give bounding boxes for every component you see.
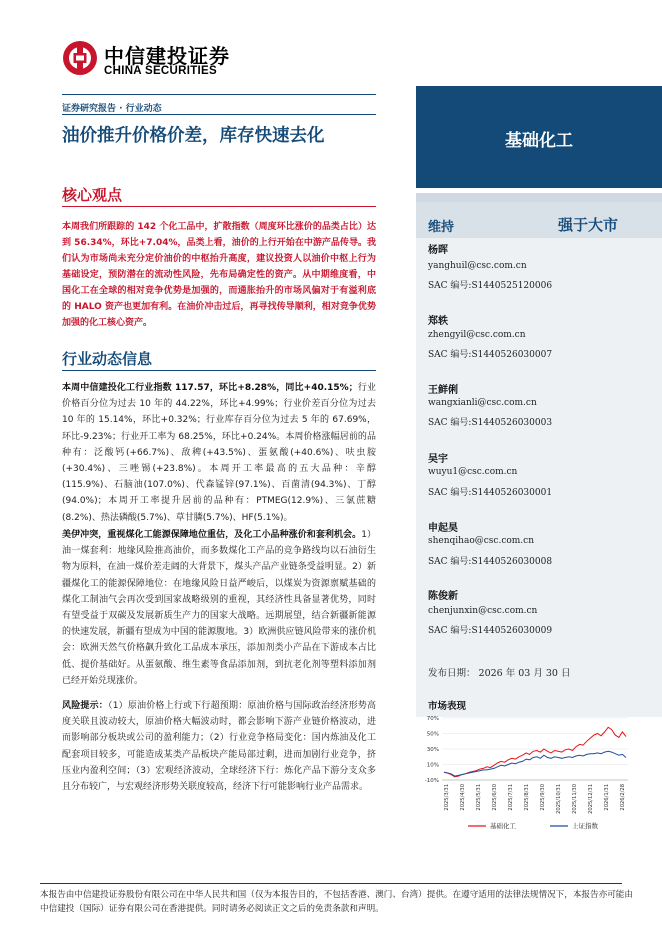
header-divider (62, 94, 376, 95)
analyst-name: 杨晖 (428, 245, 448, 256)
x-tick-label: 2025/3/31 (444, 784, 450, 811)
y-tick-label: 70% (426, 716, 439, 722)
analyst-email[interactable]: zhengyil@csc.com.cn (428, 330, 526, 340)
analyst-email[interactable]: wangxianli@csc.com.cn (428, 398, 537, 408)
brand-name-cn: 中信建投证券 (104, 44, 230, 68)
core-view-rule (62, 206, 376, 207)
analyst-email[interactable]: chenjunxin@csc.com.cn (428, 606, 538, 616)
analyst-name: 申起昊 (428, 523, 458, 534)
industry-rule (62, 370, 376, 371)
brand-name-en: CHINA SECURITIES (104, 65, 217, 77)
conflict-text: 1）油一煤套利：地缘风险推高油价，而多数煤化工产品的竞争路线均以石油衍生物为原料，在油一煤价差走阔的大背景下，煤头产品产业链条受益明显。2）新疆煤化工的能源保障地位：在地缘风险日益严峻后，以煤炭为资源禀赋基础的煤化工制油气会再次受到国家战略级别的重视，其经济性具备显著优势，同时有望受益于双碳及发展新质生产力的国家大战略。远期展望，结合新疆新能源的快速发展，新疆有望成为中国的能源腹地。3）欧洲供应链风险带来的涨价机会：欧洲天然气价格飙升致化工品成本承压，添加剂类小产品在下游成本占比低、提价基础好。从蛋氨酸、维生素等食品添加剂，到抗老化剂等塑料添加剂已经开始兑现涨价。 (62, 530, 376, 686)
analyst-name: 吴宇 (428, 454, 448, 465)
market-performance-chart (420, 712, 652, 836)
analyst-name: 陈俊新 (428, 591, 458, 602)
header-divider-2 (62, 114, 376, 115)
x-tick-label: 2025/7/31 (508, 784, 514, 811)
analyst-sac: SAC 编号:S1440526030008 (428, 557, 553, 567)
y-tick-label: 50% (426, 731, 439, 738)
x-tick-label: 2025/12/31 (588, 784, 594, 814)
x-tick-label: 2026/1/31 (604, 784, 610, 811)
analyst-sac: SAC 编号:S1440526030007 (428, 350, 553, 360)
x-tick-label: 2025/10/31 (556, 784, 562, 814)
conflict-bold: 美伊冲突，重视煤化工能源保障地位重估，及化工小品种涨价和套利机会。 (62, 530, 362, 540)
breadcrumb: 证券研究报告 · 行业动态 (62, 104, 162, 114)
industry-paragraph-conflict (62, 527, 376, 689)
legend-label: 上证指数 (572, 822, 598, 830)
rating-value: 强于大市 (558, 216, 619, 234)
analyst-sac: SAC 编号:S1440526030001 (428, 488, 553, 498)
industry-paragraph-index (62, 380, 376, 526)
analyst-name: 郑轶 (428, 316, 448, 327)
brand-logo-icon (62, 40, 98, 76)
analyst-email[interactable]: yanghuil@csc.com.cn (428, 261, 527, 271)
band-strip (416, 193, 662, 202)
analyst-sac: SAC 编号:S1440526030009 (428, 626, 553, 636)
x-tick-label: 2025/6/30 (492, 784, 498, 811)
index-summary-text: 行业价格百分位为过去 10 年的 44.22%，环比+4.99%；行业价差百分位为过去 10 年的 15.14%，环比+0.32%；行业库存百分位为过去 5 年的 67.69%，环比-9.23%；行业开工率为 68.25%，环比+0.24%。本周价格涨幅居前的品种有：泛酸钙(+66.7%)、敌稗(+43.5%)、蛋氨酸(+40.6%)、呋虫胺(+30.4%)、三唑锡(+23.8%)。本周开工率最高的五大品种：辛醇(115.9%)、石脑油(107.0%)、代森锰锌(97.1%)、百菌清(94.3%)、丁醇(94.0%)；本周开工率提升居前的品种有：PTMEG(12.9%)、三氯蔗糖(8.2%)、热法磷酸(5.7%)、草甘膦(5.7%)、HF(5.1%)。 (62, 383, 376, 523)
x-tick-label: 2025/4/30 (460, 784, 466, 811)
risk-label: 风险提示： (62, 701, 108, 711)
x-tick-label: 2025/5/31 (476, 784, 482, 811)
x-tick-label: 2026/2/28 (620, 784, 626, 811)
core-view-text: 本周我们所跟踪的 142 个化工品中，扩散指数（周度环比涨价的品类占比）达到 56.34%，环比+7.04%，品类上看，油价的上行开始在中游产品传导。我们认为市场尚未充分定价油价的中枢抬升高度，建议投资人以油价中枢上行为基础设定，预防潜在的流动性风险，先布局确定性的资产。从中期维度看，中国化工在全球的相对竞争优势是加强的，而通胀抬升的市场风偏对于有溢利底的 HALO 资产也更加有利。在油价冲击过后，再寻找传导顺利，相对竞争优势加强的化工核心资产。 (62, 222, 376, 328)
y-tick-label: 30% (426, 747, 439, 753)
index-summary-bold: 本周中信建投化工行业指数 117.57，环比+8.28%，同比+40.15%； (62, 383, 358, 393)
risk-paragraph (62, 698, 376, 795)
sector-title: 基础化工 (505, 131, 573, 151)
analyst-email[interactable]: shenqihao@csc.com.cn (428, 536, 535, 546)
footer-divider (40, 883, 622, 884)
page-title: 油价推升价格价差，库存快速去化 (62, 126, 325, 146)
market-performance-title: 市场表现 (428, 701, 467, 712)
y-tick-label: 10% (426, 762, 439, 769)
x-tick-label: 2025/8/31 (524, 784, 530, 811)
y-tick-label: -10% (424, 778, 439, 784)
rating-label: 维持 (428, 220, 455, 235)
publish-date: 发布日期： 2026 年 03 月 30 日 (428, 668, 571, 679)
analyst-email[interactable]: wuyu1@csc.com.cn (428, 467, 518, 477)
analyst-sac: SAC 编号:S1440525120006 (428, 281, 553, 291)
series-line-shanghai-index (444, 751, 626, 776)
x-tick-label: 2025/11/30 (572, 784, 578, 814)
series-line-chemicals (444, 727, 626, 777)
analyst-sac: SAC 编号:S1440526030003 (428, 418, 553, 428)
core-view-heading: 核心观点 (62, 186, 123, 204)
analyst-name: 王鲜俐 (428, 385, 458, 396)
footer-disclaimer: 本报告由中信建投证券股份有限公司在中华人民共和国（仅为本报告目的，不包括香港、澳门、台湾）提供。在遵守适用的法律法规情况下，本报告亦可能由中信建投（国际）证券有限公司在香港提供。同时请务必阅读正文之后的免责条款和声明。 (40, 890, 633, 914)
industry-heading: 行业动态信息 (62, 350, 153, 368)
risk-text: （1）原油价格上行或下行超预期：原油价格与国际政治经济形势高度关联且波动较大，原油价格大幅波动时，都会影响下游产业链价格波动，进而影响部分板块或公司的盈利能力；（2）行业竞争格局变化：国内炼油及化工配套项目较多，可能造成某类产品板块产能局部过剩，进而加剧行业竞争，挤压业内盈利空间；（3）宏观经济波动，全球经济下行：炼化产品下游分支众多且分布较广，与宏观经济形势关联度较高，经济下行可能影响行业产品需求。 (62, 701, 376, 793)
x-tick-label: 2025/9/30 (540, 784, 546, 811)
legend-label: 基础化工 (490, 822, 516, 830)
